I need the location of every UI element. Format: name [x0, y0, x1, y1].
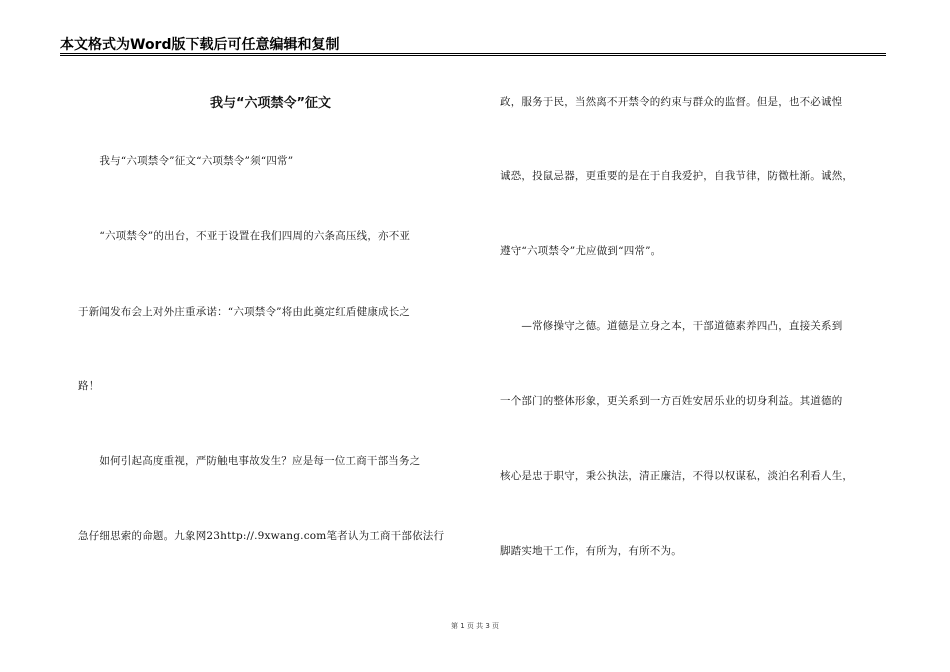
right-paragraph-line: 核心是忠于职守，秉公执法，清正廉洁，不得以权谋私，淡泊名利看人生，	[500, 470, 854, 482]
right-paragraph-line: 脚踏实地干工作，有所为，有所不为。	[500, 545, 682, 557]
left-paragraph-line: “六项禁令”的出台，不亚于设置在我们四周的六条高压线，亦不亚	[78, 230, 411, 242]
left-paragraph-line: 于新闻发布会上对外庄重承诺：“六项禁令”将由此奠定红盾健康成长之	[78, 306, 411, 318]
left-paragraph-line: 急仔细思索的命题。九象网23http://.9xwang.com笔者认为工商干部依法行	[78, 530, 445, 542]
header-divider	[60, 53, 886, 54]
right-paragraph-line: —常修操守之德。道德是立身之本，干部道德素养四凸，直接关系到	[500, 320, 843, 332]
page-number-footer: 第 1 页 共 3 页	[450, 622, 500, 630]
left-paragraph-line: 如何引起高度重视，严防触电事故发生？应是每一位工商干部当务之	[78, 455, 421, 467]
left-paragraph-line: 我与“六项禁令”征文“六项禁令”须“四常”	[78, 155, 294, 167]
right-paragraph-line: 政，服务于民，当然离不开禁令的约束与群众的监督。但是，也不必诚惶	[500, 96, 843, 108]
left-paragraph-line: 路！	[78, 380, 100, 392]
right-paragraph-line: 遵守“六项禁令”尤应做到“四常”。	[500, 245, 662, 257]
right-paragraph-line: 诚恐，投鼠忌器，更重要的是在于自我爱护，自我节律，防微杜渐。诚然，	[500, 170, 854, 182]
right-paragraph-line: 一个部门的整体形象，更关系到一方百姓安居乐业的切身利益。其道德的	[500, 395, 843, 407]
document-title: 我与“六项禁令”征文	[209, 96, 332, 111]
document-header-note: 本文格式为Word版下载后可任意编辑和复制	[60, 37, 340, 53]
header-divider-secondary	[60, 55, 886, 56]
